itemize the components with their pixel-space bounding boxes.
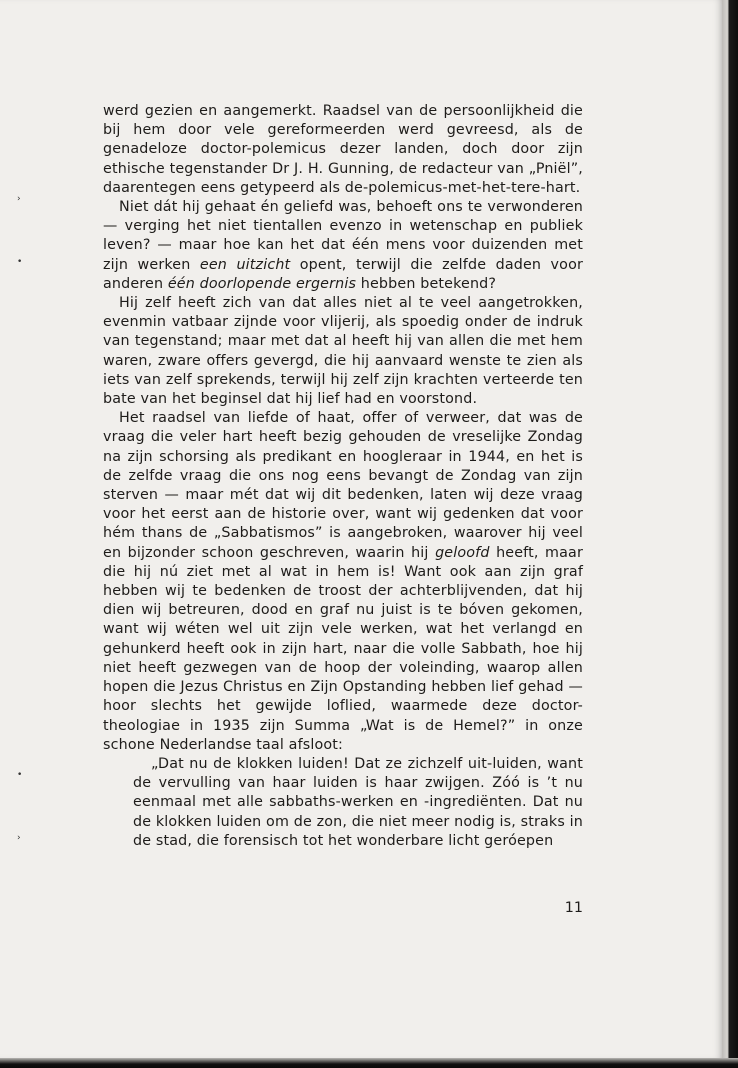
- paragraph: [103, 409, 583, 755]
- margin-mark: ›: [17, 833, 21, 843]
- paragraph: [103, 102, 583, 198]
- margin-mark: •: [17, 257, 23, 267]
- margin-mark: ›: [17, 194, 21, 204]
- page-edge-shadow: [722, 0, 738, 1068]
- text-run: „Dat nu de klokken luiden! Dat ze zichzelf uit-luiden, want de vervulling van haar luiden is haar zwijgen. Zóó is ’t nu eenmaal met alle sabbaths-werken en -ingrediënten. Dat nu de klokken luiden om de zon, die niet meer nodig is, straks in de stad, die forensisch tot het wonderbare licht geróepen: [133, 755, 583, 849]
- page-bottom-shadow: [0, 1058, 738, 1068]
- text-run: heeft, maar die hij nú ziet met al wat in hem is! Want ook aan zijn graf hebben wij te bedenken de troost der achterblijvenden, dat hij dien wij betreuren, dood en graf nu juist is te bóven gekomen, want wij wéten wel uit zijn vele werken, wat het verlangd en gehunkerd heeft ook in zijn hart, naar die volle Sabbath, hoe hij niet heeft gezwegen van de hoop der voleinding, waarop allen hopen die Jezus Christus en Zijn Opstanding hebben lief gehad — hoor slechts het gewijde loflied, waarmede deze doctor-theologiae in 1935 zijn Summa „Wat is de Hemel?” in onze schone Nederlandse taal afsloot:: [103, 544, 583, 753]
- italic-text: een uitzicht: [199, 256, 291, 273]
- text-run: Niet dát hij gehaat én geliefd was, behoeft ons te verwonderen — verging het niet tientallen evenzo in wetenschap en publiek leven? — maar hoe kan het dat één mens voor duizenden met zijn werken: [103, 199, 583, 273]
- text-run: opent, terwijl die zelfde daden voor anderen: [103, 256, 583, 292]
- paragraph: [103, 294, 583, 409]
- margin-mark: •: [17, 770, 23, 780]
- text-run: werd gezien en aangemerkt. Raadsel van de persoonlijkheid die bij hem door vele gereformeerden werd gevreesd, als de genadeloze doctor-polemicus dezer landen, doch door zijn ethische tegenstander Dr J. H. Gunning, de redacteur van „Pniël”, daarentegen eens getypeerd als de-polemicus-met-het-tere-hart.: [103, 103, 583, 196]
- italic-text: geloofd: [435, 544, 490, 561]
- text-run: Het raadsel van liefde of haat, offer of verweer, dat was de vraag die veler hart heeft bezig gehouden de vreselijke Zondag na zijn schorsing als predikant en hoogleraar in 1944, en het is de zelfde vraag die ons nog eens bevangt de Zondag van zijn sterven — maar mét dat wij dit bedenken, laten wij deze vraag voor het eerst aan de historie over, want wij gedenken dat voor hém thans de „Sabbatismos” is aangebroken, waarover hij veel en bijzonder schoon geschreven, waarin hij: [103, 410, 583, 561]
- italic-text: één doorlopende ergernis: [167, 275, 357, 292]
- body-text: [103, 102, 583, 851]
- paragraph: [103, 198, 583, 294]
- text-run: hebben betekend?: [356, 275, 497, 292]
- block-quote: [133, 755, 583, 851]
- text-run: Hij zelf heeft zich van dat alles niet al te veel aangetrokken, evenmin vatbaar zijnde voor vlijerij, als spoedig onder de indruk van tegenstand; maar met dat al heeft hij van allen die met hem waren, zware offers gevergd, die hij aanvaard wenste te zien als iets van zelf sprekends, terwijl hij zelf zijn krachten verteerde ten bate van het beginsel dat hij lief had en voorstond.: [103, 295, 583, 408]
- page-number: 11: [564, 900, 583, 916]
